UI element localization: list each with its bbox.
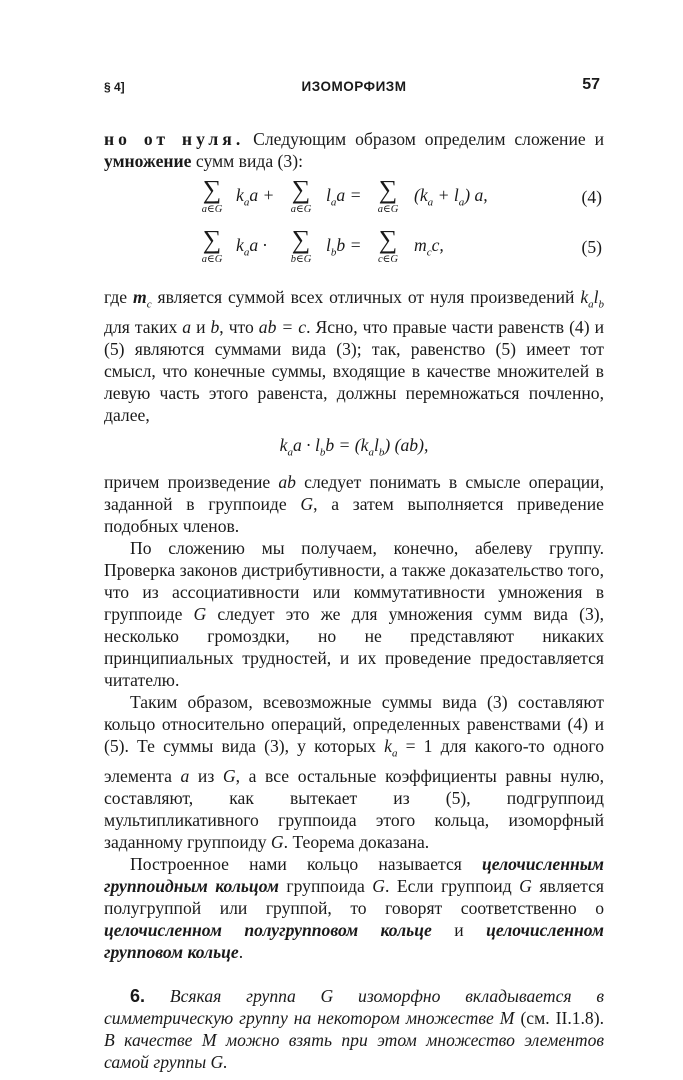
running-header	[104, 76, 604, 100]
paragraph: где $m_c$ является суммой всех отличных от нуля произведений $k_al_b$ для таких a и b, что ab = c. Ясно, что правые части равенств (4) и (5) являются суммами вида (3); так, равенство (5) имеет тот смысл, что конечные суммы, входящие в качестве множителей в левую часть этого равенста, должны перемножаться почленно, далее,	[104, 287, 605, 425]
page-number: 57	[582, 76, 600, 93]
theorem-number: 6.	[130, 985, 146, 1006]
sum-symbol: ∑ c∈G	[377, 225, 398, 265]
running-title: ИЗОМОРФИЗМ	[301, 79, 407, 94]
paragraph: Построенное нами кольцо называется целочисленным группоидным кольцом группоида G. Если группоид G является полугруппой или группой, то говорят соответственно о целочисленном полугрупповом кольце и целочисленном групповом кольце.	[104, 853, 604, 962]
sum-symbol: ∑ a∈G	[201, 225, 223, 265]
equation-number: (5)	[581, 237, 602, 257]
intro-paragraph: но от нуля. Следующим образом определим сложение и умножение сумм вида (3):	[104, 129, 604, 171]
section-marker: § 4]	[104, 80, 125, 94]
equation-5: ∑ a∈G $k_aa$ · ∑ b∈G $l_bb$ = ∑ c∈G $m_cc$, (5)	[104, 226, 604, 274]
defined-term: целочисленном групповом кольце	[104, 919, 604, 962]
emphasis: но от нуля.	[104, 129, 245, 149]
paragraph: Таким образом, всевозможные суммы вида (3) составляют кольцо относительно операций, определенных равенствами (4) и (5). Те суммы вида (3), у которых $k_a = 1$ для какого-то одного элемента a из G, а все остальные коэффициенты равны нулю, составляют, как вытекает из (5), подгруппоид мультипликативного группоида этого кольца, изоморфный заданному группоиду G. Теорема доказана.	[104, 692, 604, 852]
sum-symbol: ∑ a∈G	[377, 175, 399, 215]
inline-equation: $k_aa \cdot l_bb = (k_al_b)$ (ab),	[279, 434, 429, 459]
sum-symbol: ∑ b∈G	[290, 225, 312, 265]
page-body	[104, 128, 604, 1073]
paragraph: По сложению мы получаем, конечно, абелеву группу. Проверка законов дистрибутивности, а также доказательство того, что из ассоциативности или коммутативности умножения в группоиде G следует это же для умножения сумм вида (3), несколько громоздки, но не представляют никаких принципиальных трудностей, и их проведение предоставляется читателю.	[104, 538, 604, 691]
equation-block	[104, 176, 604, 278]
sum-symbol: ∑ a∈G	[290, 175, 312, 215]
equation-4: ∑ a∈G $k_aa$ + ∑ a∈G $l_aa$ = ∑ a∈G $(k_a + l_a)$ a, (4)	[104, 176, 604, 224]
defined-term: целочисленном полугрупповом кольце	[104, 919, 432, 940]
paragraph: причем произведение ab следует понимать в смысле операции, заданной в группоиде G, а затем выполняется приведение подобных членов.	[104, 472, 604, 537]
sum-symbol: ∑ a∈G	[201, 175, 223, 215]
emphasis: умножение	[104, 151, 192, 171]
equation-number: (4)	[581, 187, 602, 207]
defined-term: целочисленным группоидным кольцом	[104, 853, 604, 896]
theorem-statement: 6. Всякая группа G изоморфно вкладывается в симметрическую группу на некотором множестве M (см. II.1.8). В качестве M можно взять при этом множество элементов самой группы G.	[104, 985, 604, 1072]
